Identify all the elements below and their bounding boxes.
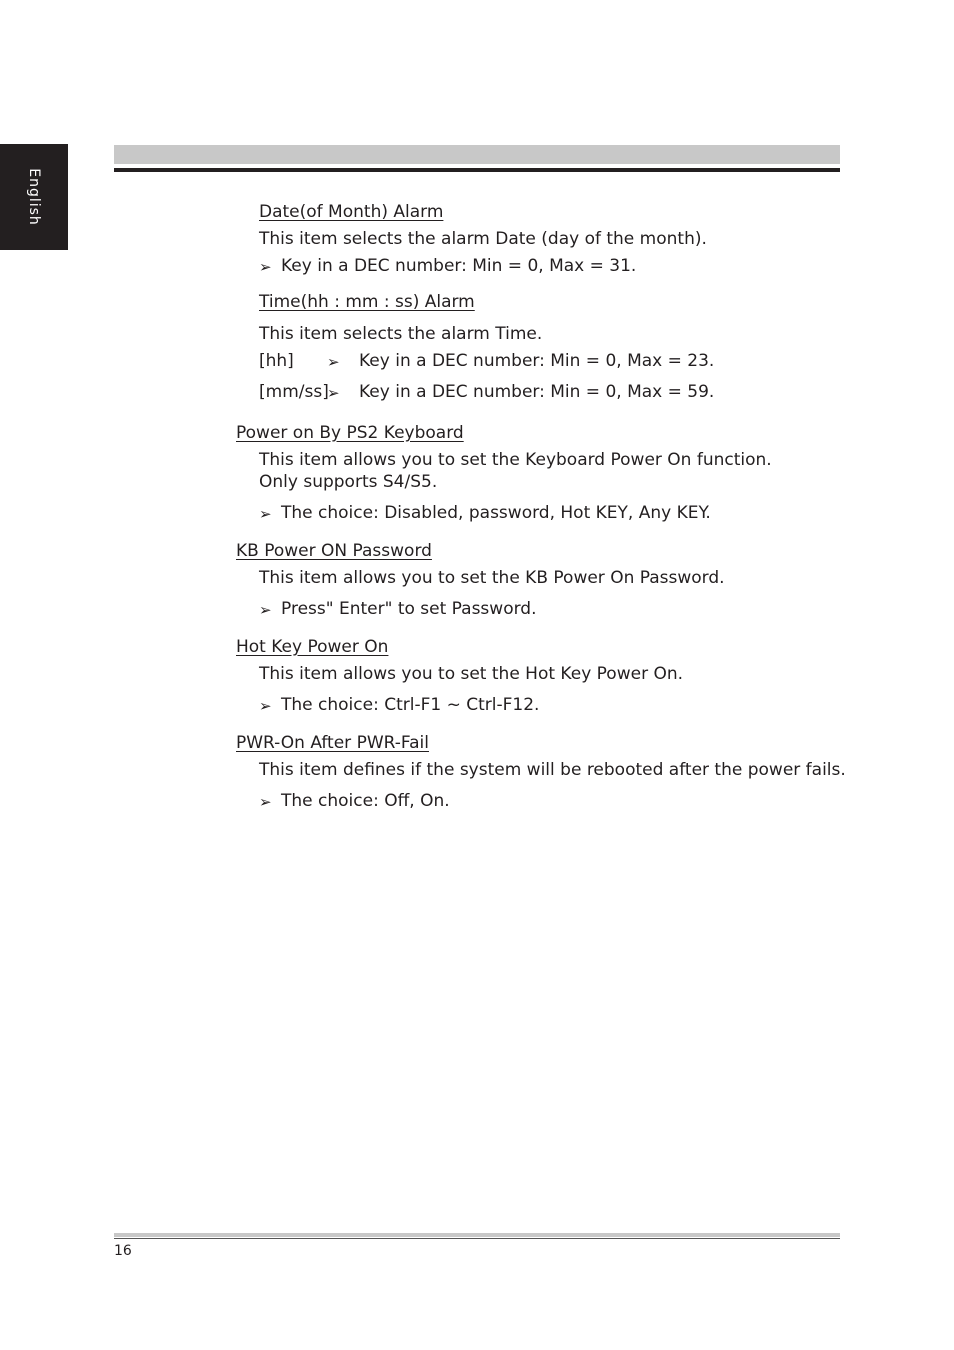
date-alarm-heading: Date(of Month) Alarm <box>259 202 444 222</box>
time-alarm-hh-text: Key in a DEC number: Min = 0, Max = 23. <box>359 351 715 371</box>
arrow-bullet-icon: ➢ <box>259 258 272 276</box>
kb-power-password-heading: KB Power ON Password <box>236 541 432 561</box>
kb-power-password-bullet: Press" Enter" to set Password. <box>281 599 537 619</box>
time-alarm-hh-label: [hh] <box>259 351 294 371</box>
date-alarm-description: This item selects the alarm Date (day of the month). <box>259 229 707 249</box>
arrow-bullet-icon: ➢ <box>327 384 340 402</box>
time-alarm-mmss-text: Key in a DEC number: Min = 0, Max = 59. <box>359 382 715 402</box>
side-tab-label: English <box>26 168 42 226</box>
time-alarm-heading: Time(hh : mm : ss) Alarm <box>259 292 475 312</box>
date-alarm-bullet: Key in a DEC number: Min = 0, Max = 31. <box>281 256 637 276</box>
pwr-on-after-fail-bullet: The choice: Off, On. <box>281 791 450 811</box>
page-number: 16 <box>114 1243 132 1259</box>
footer-rule-thin <box>114 1238 840 1239</box>
power-on-ps2-heading: Power on By PS2 Keyboard <box>236 423 464 443</box>
hot-key-power-bullet: The choice: Ctrl-F1 ~ Ctrl-F12. <box>281 695 540 715</box>
arrow-bullet-icon: ➢ <box>259 697 272 715</box>
power-on-ps2-description: This item allows you to set the Keyboard Power On function. <box>259 450 772 470</box>
power-on-ps2-note: Only supports S4/S5. <box>259 472 438 492</box>
arrow-bullet-icon: ➢ <box>259 793 272 811</box>
language-side-tab <box>0 144 68 250</box>
arrow-bullet-icon: ➢ <box>259 505 272 523</box>
time-alarm-description: This item selects the alarm Time. <box>259 324 543 344</box>
arrow-bullet-icon: ➢ <box>259 601 272 619</box>
header-rule <box>114 168 840 172</box>
pwr-on-after-fail-description: This item defines if the system will be rebooted after the power fails. <box>259 760 846 780</box>
kb-power-password-description: This item allows you to set the KB Power On Password. <box>259 568 725 588</box>
footer-rule <box>114 1233 840 1237</box>
hot-key-power-heading: Hot Key Power On <box>236 637 389 657</box>
arrow-bullet-icon: ➢ <box>327 353 340 371</box>
hot-key-power-description: This item allows you to set the Hot Key Power On. <box>259 664 684 684</box>
pwr-on-after-fail-heading: PWR-On After PWR-Fail <box>236 733 429 753</box>
header-bar <box>114 145 840 164</box>
power-on-ps2-bullet: The choice: Disabled, password, Hot KEY, Any KEY. <box>281 503 711 523</box>
time-alarm-mmss-label: [mm/ss] <box>259 382 329 402</box>
